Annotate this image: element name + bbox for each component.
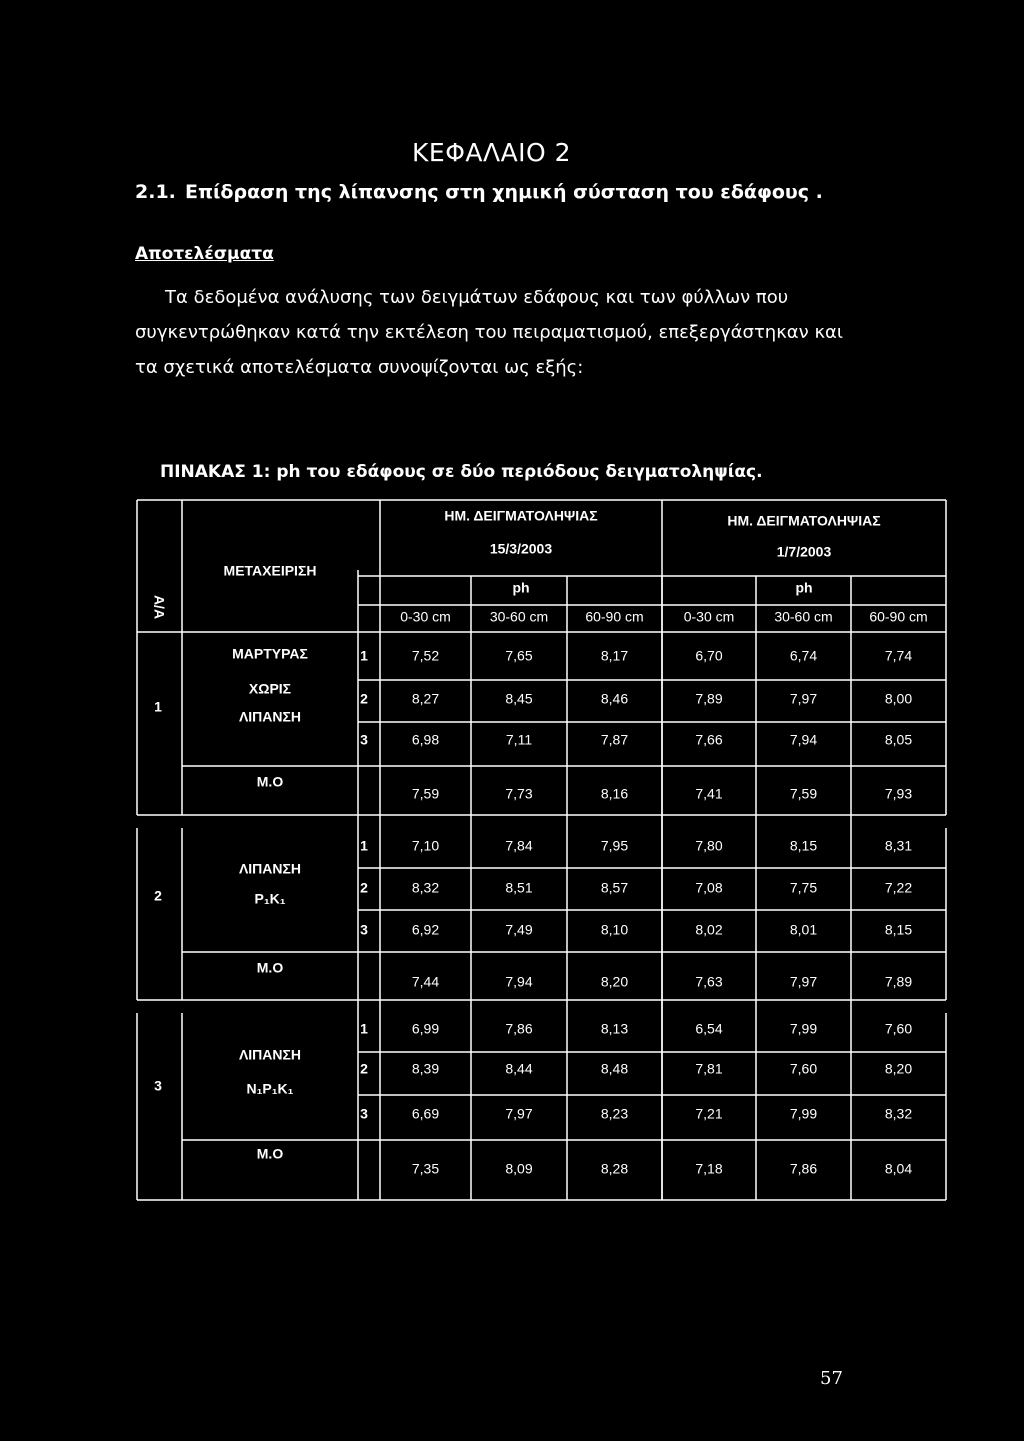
- aa-header: Α/Α: [151, 594, 168, 620]
- replicate-number: 2: [360, 1060, 368, 1077]
- treatment-label: N₁P₁K₁: [246, 1080, 294, 1097]
- mean-value: 7,35: [411, 1160, 440, 1177]
- ph-value: 8,48: [600, 1060, 629, 1077]
- ph-value: 8,44: [505, 1060, 533, 1077]
- replicate-number: 3: [360, 731, 368, 748]
- treatment-header: ΜΕΤΑΧΕΙΡΙΣΗ: [223, 562, 317, 579]
- ph-value: 7,97: [505, 1105, 533, 1122]
- ph-value: 8,17: [600, 647, 629, 664]
- mean-value: 8,09: [505, 1160, 533, 1177]
- section-number: 2.1.: [135, 181, 176, 203]
- ph-value: 7,89: [695, 690, 723, 707]
- replicate-number: 1: [360, 647, 368, 664]
- period2-date: 1/7/2003: [776, 543, 832, 560]
- ph-value: 6,70: [695, 647, 723, 664]
- ph-value: 7,08: [695, 879, 723, 896]
- ph-value: 8,05: [884, 731, 913, 748]
- mean-value: 7,93: [884, 785, 913, 802]
- ph-value: 7,60: [789, 1060, 818, 1077]
- treatment-label: ΧΩΡΙΣ: [248, 680, 292, 697]
- depth-header: 30-60 cm: [489, 608, 549, 625]
- replicate-number: 1: [360, 837, 368, 854]
- period1-label: ΗΜ. ΔΕΙΓΜΑΤΟΛΗΨΙΑΣ: [444, 507, 598, 524]
- ph-value: 7,81: [695, 1060, 723, 1077]
- ph-value: 7,11: [505, 731, 533, 748]
- ph-value: 8,13: [600, 1020, 629, 1037]
- ph-value: 8,32: [411, 879, 440, 896]
- depth-header: 60-90 cm: [869, 608, 928, 625]
- mean-value: 8,16: [600, 785, 629, 802]
- treatment-label: ΛΙΠΑΝΣΗ: [238, 1046, 302, 1063]
- depth-header: 60-90 cm: [585, 608, 644, 625]
- replicate-number: 2: [360, 690, 368, 707]
- treatment-label: ΜΑΡΤΥΡΑΣ: [232, 645, 308, 662]
- depth-header: 30-60 cm: [774, 608, 833, 625]
- ph-value: 8,57: [600, 879, 629, 896]
- ph-value: 8,15: [884, 921, 913, 938]
- ph-value: 8,02: [695, 921, 723, 938]
- mean-value: 7,89: [884, 973, 913, 990]
- ph-value: 6,99: [411, 1020, 440, 1037]
- ph-value: 7,52: [411, 647, 440, 664]
- mean-value: 7,73: [505, 785, 533, 802]
- mean-value: 8,28: [600, 1160, 629, 1177]
- ph-label: ph: [512, 579, 530, 596]
- mean-label: Μ.Ο: [256, 959, 284, 976]
- treatment-label: ΛΙΠΑΝΣΗ: [238, 708, 302, 725]
- paragraph-line: τα σχετικά αποτελέσματα συνοψίζονται ως εξής:: [135, 357, 584, 378]
- treatment-label: ΛΙΠΑΝΣΗ: [238, 860, 302, 877]
- ph-value: 7,99: [789, 1020, 818, 1037]
- ph-value: 7,99: [789, 1105, 818, 1122]
- treatment-label: P₁K₁: [254, 890, 286, 907]
- mean-value: 7,63: [695, 973, 723, 990]
- mean-value: 8,04: [884, 1160, 913, 1177]
- ph-value: 7,22: [884, 879, 913, 896]
- ph-value: 7,97: [789, 690, 818, 707]
- ph-value: 7,66: [695, 731, 723, 748]
- period1-date: 15/3/2003: [489, 540, 553, 557]
- ph-value: 8,20: [884, 1060, 913, 1077]
- ph-value: 7,60: [884, 1020, 913, 1037]
- ph-value: 8,27: [411, 690, 440, 707]
- group-number: 3: [154, 1077, 162, 1094]
- ph-value: 8,10: [600, 921, 629, 938]
- mean-value: 7,44: [411, 973, 440, 990]
- depth-header: 0-30 cm: [400, 608, 451, 625]
- section-title: Επίδραση της λίπανσης στη χημική σύσταση του εδάφους .: [185, 181, 823, 203]
- mean-value: 7,18: [695, 1160, 723, 1177]
- ph-value: 7,87: [600, 731, 629, 748]
- ph-value: 8,39: [411, 1060, 440, 1077]
- ph-value: 6,92: [411, 921, 440, 938]
- ph-value: 8,45: [505, 690, 533, 707]
- ph-value: 7,86: [505, 1020, 533, 1037]
- mean-value: 7,59: [411, 785, 440, 802]
- ph-value: 7,74: [884, 647, 913, 664]
- mean-value: 7,86: [789, 1160, 818, 1177]
- ph-value: 7,84: [505, 837, 533, 854]
- chapter-title: ΚΕΦΑΛΑΙΟ 2: [412, 138, 572, 167]
- ph-value: 7,65: [505, 647, 533, 664]
- ph-value: 7,94: [789, 731, 818, 748]
- ph-value: 6,54: [695, 1020, 723, 1037]
- mean-value: 7,41: [695, 785, 723, 802]
- ph-label: ph: [795, 579, 813, 596]
- ph-value: 6,69: [411, 1105, 440, 1122]
- ph-value: 7,75: [789, 879, 818, 896]
- depth-header: 0-30 cm: [683, 608, 735, 625]
- replicate-number: 1: [360, 1020, 368, 1037]
- ph-value: 8,51: [505, 879, 533, 896]
- mean-value: 7,94: [505, 973, 533, 990]
- replicate-number: 2: [360, 879, 368, 896]
- ph-value: 7,95: [600, 837, 629, 854]
- group-number: 1: [154, 698, 162, 715]
- results-heading: Αποτελέσματα: [135, 244, 274, 264]
- period2-label: ΗΜ. ΔΕΙΓΜΑΤΟΛΗΨΙΑΣ: [727, 512, 881, 529]
- table-cells: [151, 508, 927, 1177]
- mean-value: 8,20: [600, 973, 629, 990]
- replicate-number: 3: [360, 921, 368, 938]
- ph-value: 8,46: [600, 690, 629, 707]
- ph-value: 7,49: [505, 921, 533, 938]
- replicate-number: 3: [360, 1105, 368, 1122]
- group-number: 2: [154, 887, 162, 904]
- page-number: 57: [820, 1368, 843, 1389]
- paragraph-line: Τα δεδομένα ανάλυσης των δειγμάτων εδάφους και των φύλλων που: [165, 287, 789, 308]
- ph-value: 8,32: [884, 1105, 913, 1122]
- ph-value: 7,80: [695, 837, 723, 854]
- paragraph-line: συγκεντρώθηκαν κατά την εκτέλεση του πειραματισμού, επεξεργάστηκαν και: [135, 322, 844, 343]
- ph-value: 8,31: [884, 837, 913, 854]
- ph-value: 8,01: [789, 921, 818, 938]
- table-title: ΠΙΝΑΚΑΣ 1: ph του εδάφους σε δύο περιόδους δειγματοληψίας.: [160, 462, 763, 482]
- mean-value: 7,97: [789, 973, 818, 990]
- mean-label: Μ.Ο: [256, 1145, 284, 1162]
- mean-value: 7,59: [789, 785, 818, 802]
- ph-value: 8,15: [789, 837, 818, 854]
- mean-label: Μ.Ο: [256, 773, 284, 790]
- ph-value: 8,23: [600, 1105, 629, 1122]
- ph-value: 8,00: [884, 690, 913, 707]
- ph-value: 6,98: [411, 731, 440, 748]
- ph-value: 7,21: [695, 1105, 723, 1122]
- ph-value: 7,10: [411, 837, 440, 854]
- ph-value: 6,74: [789, 647, 818, 664]
